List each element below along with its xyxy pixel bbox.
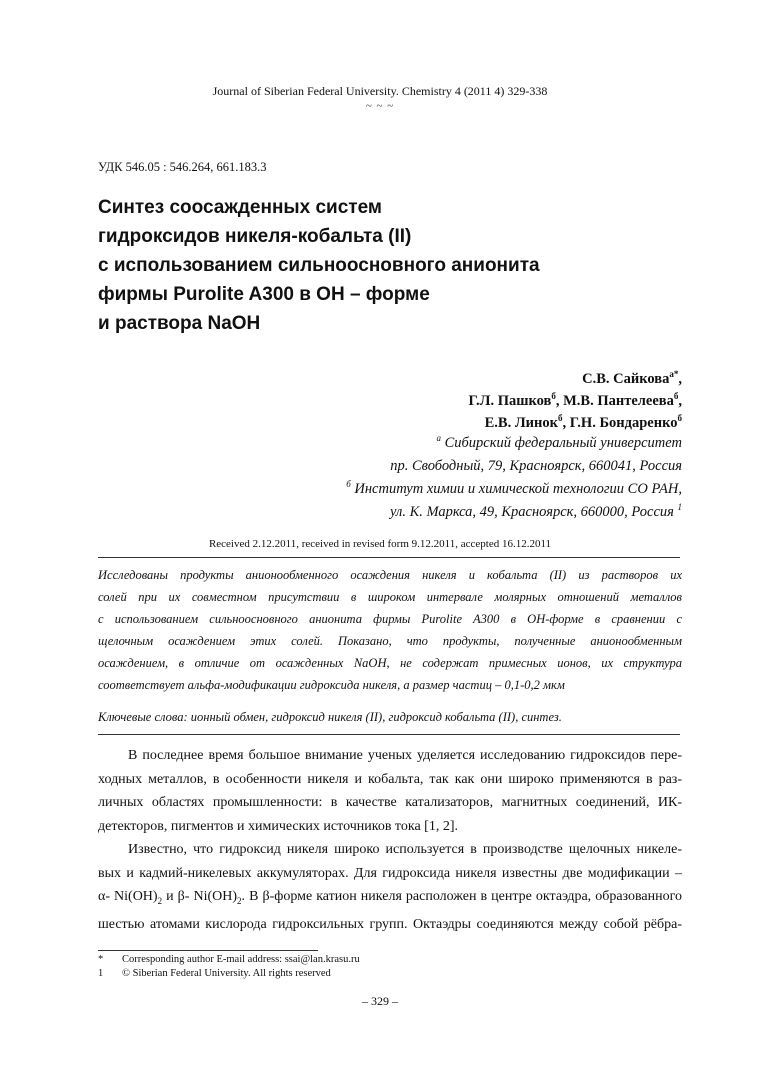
affiliation-line: пр. Свободный, 79, Красноярск, 660041, Россия bbox=[390, 458, 682, 474]
article-title bbox=[98, 193, 658, 338]
footnote bbox=[98, 954, 360, 965]
footnote bbox=[98, 968, 331, 979]
author-name: Е.В. Линок bbox=[484, 415, 558, 431]
page-number: – 329 – bbox=[362, 994, 398, 1008]
title-line: гидроксидов никеля-кобальта (II) bbox=[98, 226, 412, 247]
udk-code: УДК 546.05 : 546.264, 661.183.3 bbox=[98, 160, 267, 174]
affiliation-line bbox=[346, 501, 682, 524]
affiliation-line bbox=[346, 432, 682, 455]
abstract-line: осаждением, в отличие от осажденных NaOH, не содержат примесных ионов, их структура bbox=[98, 656, 682, 670]
affiliation-text: Институт химии и химической технологии СО РАН, bbox=[354, 481, 682, 497]
footnote-mark: 1 bbox=[98, 968, 104, 979]
author-name: С.В. Сайкова bbox=[582, 371, 670, 387]
author-list bbox=[468, 368, 682, 434]
footnote-separator bbox=[98, 950, 318, 951]
author-name: Г.Л. Пашков bbox=[468, 393, 552, 409]
author-affil-mark: б bbox=[673, 391, 679, 402]
subscript: 2 bbox=[237, 895, 242, 906]
keywords-bottom-rule bbox=[98, 734, 680, 735]
affil-mark: а bbox=[436, 433, 441, 444]
author-name: , М.В. Пантелеева bbox=[555, 393, 674, 409]
subscript: 2 bbox=[157, 895, 163, 906]
body-line: Известно, что гидроксид никеля широко используется в производстве щелочных никеле- bbox=[128, 842, 682, 857]
body-line bbox=[98, 885, 682, 913]
title-line: Синтез соосажденных систем bbox=[98, 197, 382, 218]
separator: , bbox=[678, 393, 682, 409]
author-affil-mark: б bbox=[557, 413, 563, 424]
received-dates: Received 2.12.2011, received in revised form 9.12.2011, accepted 16.12.2011 bbox=[208, 538, 552, 550]
title-line: с использованием сильноосновного анионита bbox=[98, 255, 540, 276]
abstract-line: с использованием сильноосновного анионита фирмы Purolite A300 в OH-форме в сравнении с bbox=[98, 612, 682, 626]
body-line: детекторов, пигментов и химических источников тока [1, 2]. bbox=[98, 818, 458, 834]
abstract bbox=[98, 564, 682, 696]
author-affil-mark: б bbox=[677, 413, 682, 424]
separator: , bbox=[678, 371, 682, 387]
author-affil-mark: б bbox=[551, 391, 556, 402]
abstract-line: Исследованы продукты анионообменного осаждения никеля и кобальта (II) из растворов их bbox=[98, 568, 682, 582]
footnote-mark: 1 bbox=[677, 502, 682, 513]
body-line: вых и кадмий-никелевых аккумуляторах. Для гидроксида никеля известны две модификации – bbox=[98, 865, 682, 881]
abstract-line: солей при их совместном присутствии в широком интервале молярных отношений металлов bbox=[98, 590, 682, 604]
author-affil-mark: а* bbox=[669, 369, 679, 380]
abstract-top-rule bbox=[98, 557, 680, 558]
abstract-line: щелочным осаждением этих солей. Показано, что продукты, полученные анионообменным bbox=[98, 634, 682, 648]
title-line: фирмы Purolite A300 в OH – форме bbox=[98, 284, 430, 305]
author-line bbox=[468, 368, 682, 390]
keywords: Ключевые слова: ионный обмен, гидроксид никеля (II), гидроксид кобальта (II), синтез. bbox=[98, 710, 562, 724]
affiliation-text: ул. К. Маркса, 49, Красноярск, 660000, Россия bbox=[389, 504, 674, 520]
body-line: личных областях промышленности: в качестве катализаторов, магнитных соединений, ИК- bbox=[98, 795, 682, 810]
body-text: . В β-форме катион никеля расположен в центре октаэдра, образованного bbox=[241, 889, 683, 904]
journal-header: Journal of Siberian Federal University. Chemistry 4 (2011 4) 329-338 bbox=[212, 84, 548, 98]
formula-text: и β- Ni(OH) bbox=[162, 889, 238, 904]
header-ornament: ~ ~ ~ bbox=[365, 100, 395, 112]
title-line: и раствора NaOH bbox=[98, 313, 261, 334]
footnote-text: Corresponding author E-mail address: ssai@lan.krasu.ru bbox=[122, 954, 360, 965]
formula-text: α- Ni(OH) bbox=[98, 889, 158, 904]
author-line bbox=[468, 390, 682, 412]
affiliations bbox=[346, 432, 682, 524]
paragraph-intro bbox=[98, 744, 682, 838]
body-line: В последнее время большое внимание ученых уделяется исследованию гидроксидов пере- bbox=[128, 748, 682, 763]
paragraph-nickel bbox=[98, 838, 682, 937]
footnote-text: © Siberian Federal University. All rights reserved bbox=[122, 968, 331, 979]
body-line: ходных металлов, в особенности никеля и кобальта, так как они широко применяются в раз- bbox=[98, 771, 682, 787]
affil-mark: б bbox=[346, 479, 351, 490]
footnote-mark: * bbox=[98, 954, 104, 965]
author-line bbox=[468, 412, 682, 434]
author-name: , Г.Н. Бондаренко bbox=[562, 415, 678, 431]
body-line: шестью атомами кислорода гидроксильных групп. Октаэдры соединяются между собой рёбра- bbox=[98, 917, 682, 933]
affiliation-line bbox=[346, 478, 682, 501]
affiliation-text: Сибирский федеральный университет bbox=[444, 435, 682, 451]
abstract-line: соответствует альфа-модификации гидроксида никеля, а размер частиц – 0,1-0,2 мкм bbox=[98, 678, 565, 692]
